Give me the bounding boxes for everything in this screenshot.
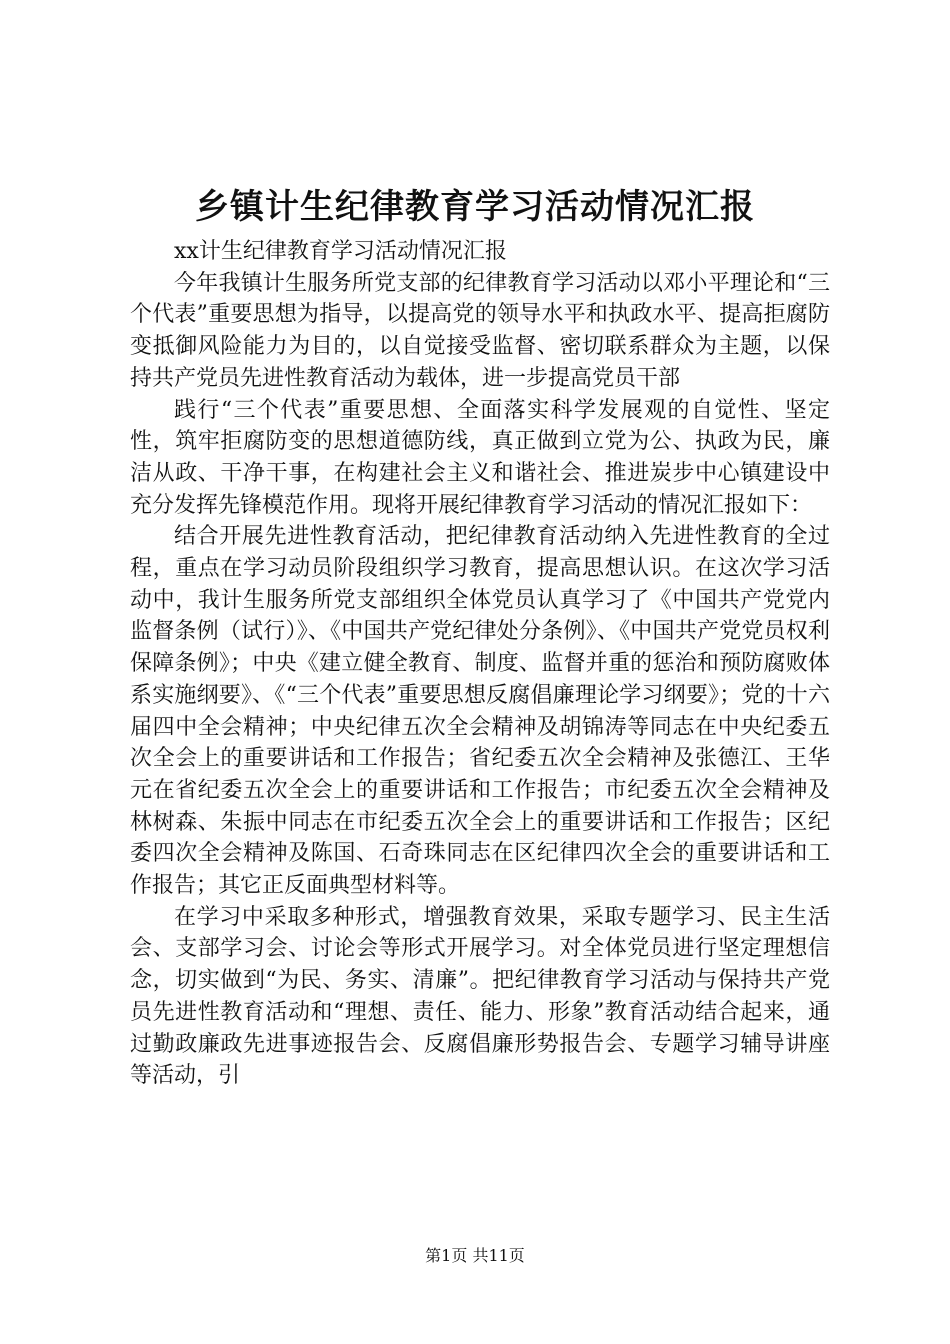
paragraph: 结合开展先进性教育活动，把纪律教育活动纳入先进性教育的全过程，重点在学习动员阶段组织学习教育，提高思想认识。在这次学习活动中，我计生服务所党支部组织全体党员认真学习了《中国共产党党内监督条例（试行）》、《中国共产党纪律处分条例》、《中国共产党党员权利保障条例》；中央《建立健全教育、制度、监督并重的惩治和预防腐败体系实施纲要》、《“三个代表”重要思想反腐倡廉理论学习纲要》；党的十六届四中全会精神；中央纪律五次全会精神及胡锦涛等同志在中央纪委五次全会上的重要讲话和工作报告；省纪委五次全会精神及张德江、王华元在省纪委五次全会上的重要讲话和工作报告；市纪委五次全会精神及林树森、朱振中同志在市纪委五次全会上的重要讲话和工作报告；区纪委四次全会精神及陈国、石奇珠同志在区纪律四次全会的重要讲话和工作报告；其它正反面典型材料等。 [130, 524, 830, 899]
paragraph: 在学习中采取多种形式，增强教育效果，采取专题学习、民主生活会、支部学习会、讨论会等形式开展学习。对全体党员进行坚定理想信念，切实做到“为民、务实、清廉”。把纪律教育学习活动与保持共产党员先进性教育活动和“理想、责任、能力、形象”教育活动结合起来，通过勤政廉政先进事迹报告会、反腐倡廉形势报告会、专题学习辅导讲座等活动，引 [130, 904, 830, 1089]
document-subtitle: xx计生纪律教育学习活动情况汇报 [174, 239, 507, 264]
page-number: 第1页 共11页 [425, 1246, 525, 1265]
paragraph: 今年我镇计生服务所党支部的纪律教育学习活动以邓小平理论和“三个代表”重要思想为指导，以提高党的领导水平和执政水平、提高拒腐防变抵御风险能力为目的，以自觉接受监督、密切联系群众为主题，以保持共产党员先进性教育活动为载体，进一步提高党员干部 [130, 270, 830, 391]
document-title: 乡镇计生纪律教育学习活动情况汇报 [195, 187, 755, 227]
paragraph: 践行“三个代表”重要思想、全面落实科学发展观的自觉性、坚定性，筑牢拒腐防变的思想道德防线，真正做到立党为公、执政为民，廉洁从政、干净干事，在构建社会主义和谐社会、推进炭步中心镇建设中充分发挥先锋模范作用。现将开展纪律教育学习活动的情况汇报如下： [130, 397, 830, 518]
document-body [130, 236, 830, 1092]
